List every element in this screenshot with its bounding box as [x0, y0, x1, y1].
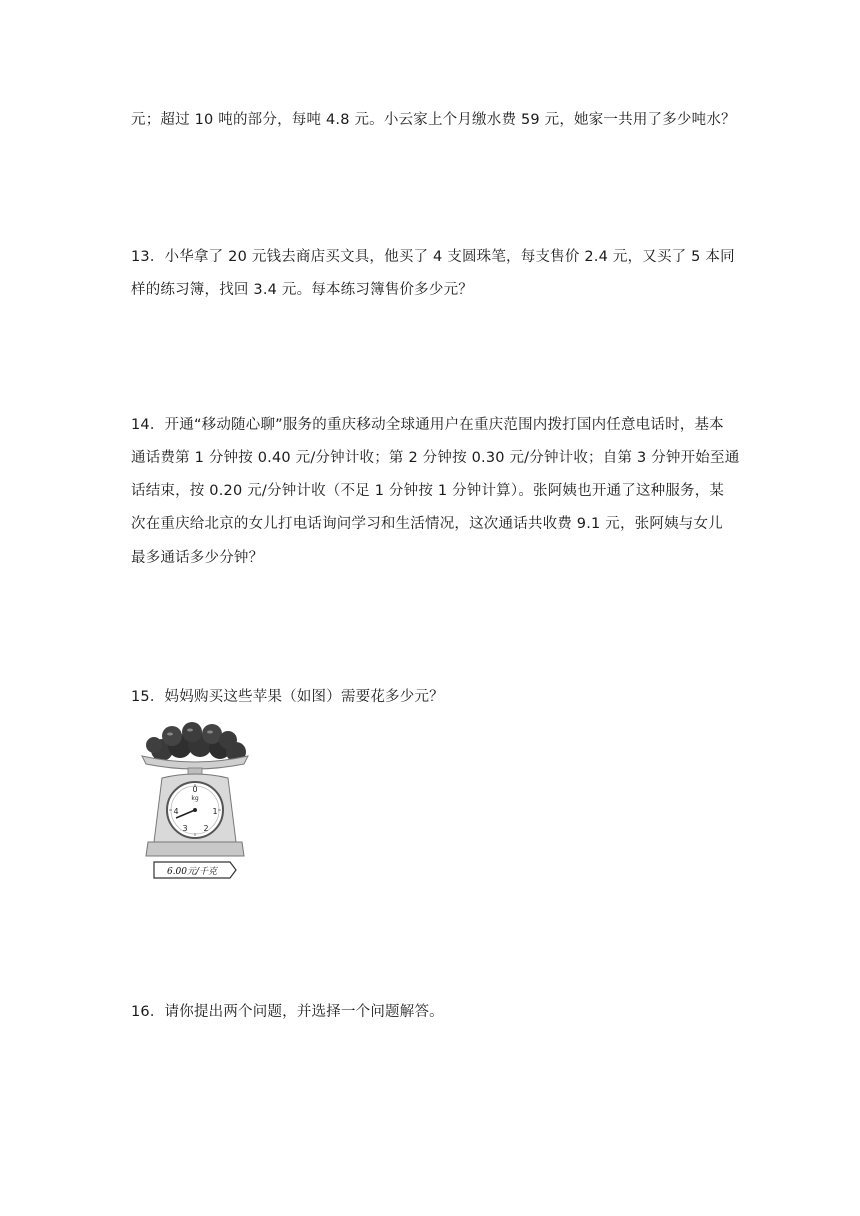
price-tag-label: 6.00元/千克	[166, 867, 218, 877]
scale-illustration	[140, 718, 250, 886]
problem-12-line-1: 元；超过 10 吨的部分，每吨 4.8 元。小云家上个月缴水费 59 元，她家一共用了多少吨水？	[131, 112, 736, 128]
scale-with-apples-figure	[140, 718, 250, 886]
dial-number-0: 0	[192, 785, 198, 794]
problem-14-line-2: 通话费第 1 分钟按 0.40 元/分钟计收；第 2 分钟按 0.30 元/分钟计收；自第 3 分钟开始至通	[131, 450, 740, 466]
dial-unit: kg	[191, 795, 199, 802]
dial-number-1: 1	[212, 807, 218, 816]
problem-13-line-1: 13．小华拿了 20 元钱去商店买文具，他买了 4 支圆珠笔，每支售价 2.4 元，又买了 5 本同	[131, 249, 735, 265]
problem-15-line-1: 15．妈妈购买这些苹果（如图）需要花多少元？	[131, 689, 444, 705]
problem-16-line-1: 16．请你提出两个问题，并选择一个问题解答。	[131, 1004, 444, 1020]
problem-14-line-3: 话结束，按 0.20 元/分钟计收（不足 1 分钟按 1 分钟计算）。张阿姨也开通了这种服务，某	[131, 483, 725, 499]
dial-number-4: 4	[173, 807, 179, 816]
dial-number-2: 2	[203, 824, 209, 833]
apples-pile	[146, 722, 246, 762]
problem-14-line-5: 最多通话多少分钟？	[131, 550, 264, 566]
problem-14-line-4: 次在重庆给北京的女儿打电话询问学习和生活情况，这次通话共收费 9.1 元，张阿姨与女儿	[131, 516, 723, 532]
dial-number-3: 3	[182, 824, 188, 833]
problem-14-line-1: 14．开通“移动随心聊”服务的重庆移动全球通用户在重庆范围内拨打国内任意电话时，基本	[131, 417, 724, 433]
problem-13-line-2: 样的练习簿，找回 3.4 元。每本练习簿售价多少元？	[131, 282, 473, 298]
